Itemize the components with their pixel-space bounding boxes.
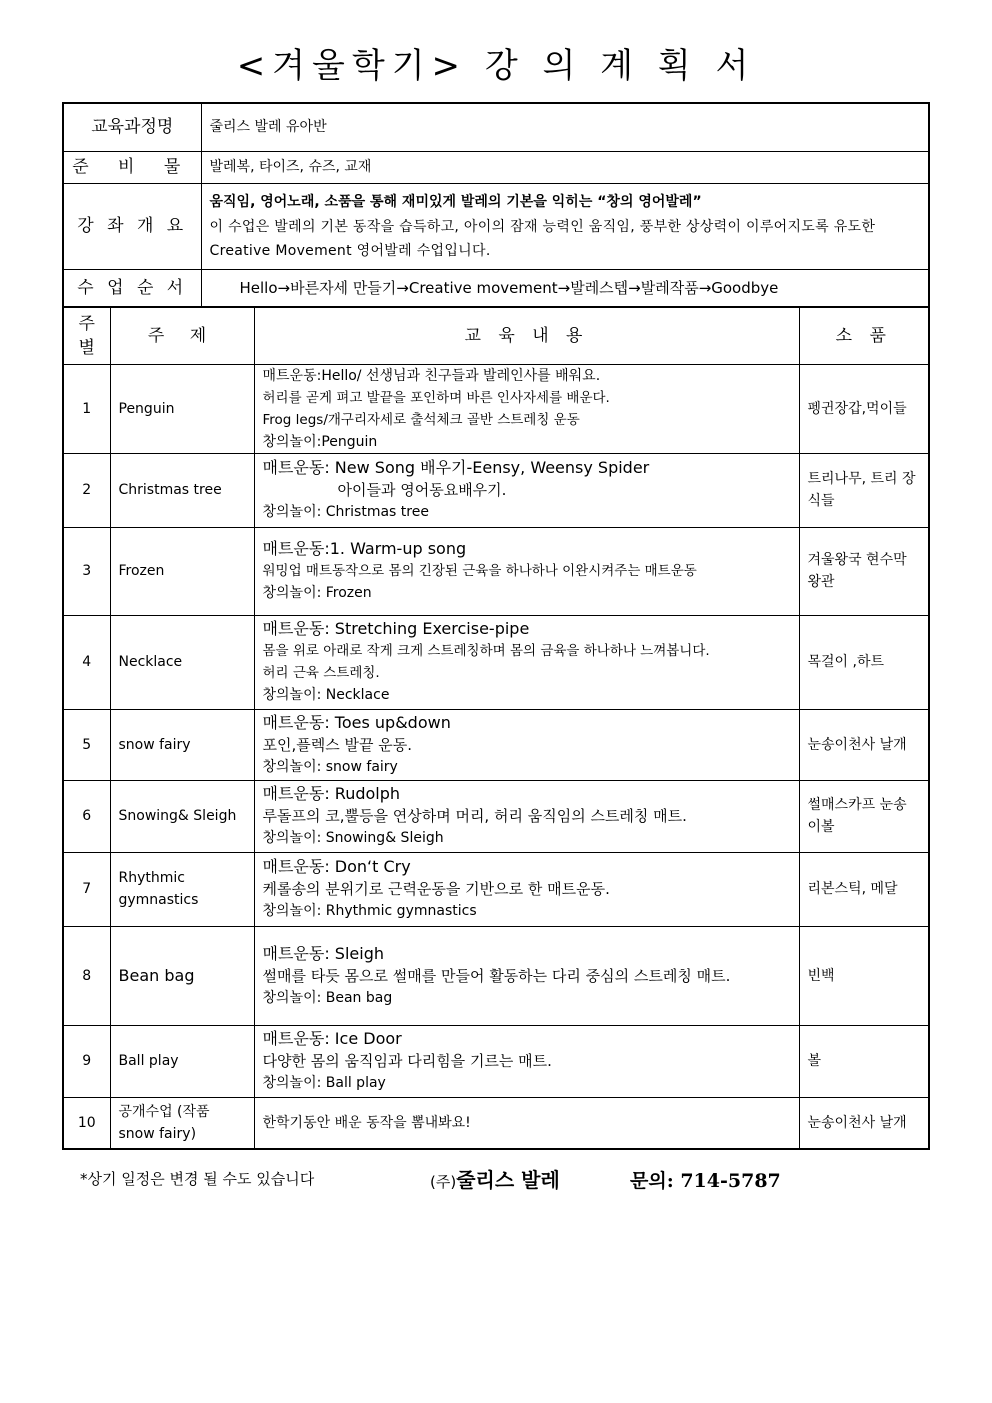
table-row [63,615,929,709]
topic-cell: snow fairy [110,709,254,780]
content-line: 창의놀이: Frozen [262,585,372,601]
week-number: 2 [63,453,110,527]
order-label: 수 업 순 서 [63,269,201,307]
schedule-table [62,306,930,1150]
week-number: 7 [63,852,110,926]
week-header-text: 주별 [78,313,95,358]
props-cell: 썰매스카프 눈송이볼 [799,780,929,852]
table-row [63,1025,929,1097]
table-row [63,852,929,926]
content-cell [254,615,799,709]
content-cell [254,926,799,1025]
content-cell [254,527,799,615]
content-line: 케롤송의 분위기로 근력운동을 기반으로 한 매트운동. [262,880,610,898]
props-cell: 트리나무, 트리 장식들 [799,453,929,527]
props-cell: 눈송이천사 날개 [799,1097,929,1149]
order-row [63,269,929,307]
week-number: 8 [63,926,110,1025]
content-line: 포인,플렉스 발끝 운동. [262,735,412,754]
topic-cell: Penguin [110,364,254,453]
course-row [63,103,929,151]
topic-cell: Necklace [110,615,254,709]
content-line: Frog legs/개구리자세로 출석체크 골반 스트레칭 운동 [262,411,580,428]
content-cell [254,364,799,453]
topic-cell: Ball play [110,1025,254,1097]
prep-value: 발레복, 타이즈, 슈즈, 교재 [201,151,929,183]
props-header: 소 품 [799,307,929,364]
content-line: 창의놀이: Necklace [262,687,390,703]
topic-cell: Snowing& Sleigh [110,780,254,852]
schedule-header [63,307,929,364]
topic-header: 주 제 [110,307,254,364]
table-row [63,453,929,527]
content-cell [254,780,799,852]
prep-label: 준 비 물 [63,151,201,183]
page-title: <겨울학기> 강 의 계 획 서 [236,46,756,86]
footer [80,1168,781,1192]
table-row [63,926,929,1025]
content-line: 창의놀이: Bean bag [262,989,393,1006]
content-line: 한학기동안 배운 동작을 뽐내봐요! [262,1114,471,1131]
content-line: 다양한 몸의 움직임과 다리힘을 기르는 매트. [262,1052,552,1070]
table-row [63,1097,929,1149]
content-line: 허리를 곧게 펴고 발끝을 포인하며 바른 인사자세를 배운다. [262,389,610,406]
content-cell [254,852,799,926]
content-line: 루돌프의 코,뿔등을 연상하며 머리, 허리 움직임의 스트레칭 매트. [262,807,687,825]
overview-value [201,183,929,269]
contact-info: 문의: 714-5787 [630,1170,781,1192]
content-line: 창의놀이: Rhythmic gymnastics [262,903,477,919]
info-table [62,102,930,308]
table-row [63,364,929,453]
props-cell: 빈백 [799,926,929,1025]
footer-note: *상기 일정은 변경 될 수도 있습니다 [80,1170,315,1188]
content-line: 창의놀이: Christmas tree [262,504,429,520]
content-line: 매트운동: Stretching Exercise-pipe [262,619,530,638]
content-cell [254,1025,799,1097]
content-line: 매트운동: Toes up&down [262,712,451,732]
props-cell: 펭귄장갑,먹이들 [799,364,929,453]
props-cell: 목걸이 ,하트 [799,615,929,709]
course-label: 교육과정명 [63,103,201,151]
props-cell: 볼 [799,1025,929,1097]
topic-cell: Frozen [110,527,254,615]
overview-bold: 움직임, 영어노래, 소품을 통해 재미있게 발레의 기본을 익히는 “창의 영어발레” [209,194,702,210]
prep-row [63,151,929,183]
content-line: 매트운동: Don‘t Cry [262,857,411,876]
content-line: 창의놀이: Snowing& Sleigh [262,830,444,846]
content-line: 매트운동:1. Warm-up song [262,539,467,558]
content-header: 교 육 내 용 [254,307,799,364]
content-cell [254,709,799,780]
week-number: 10 [63,1097,110,1149]
overview-label: 강 좌 개 요 [63,183,201,269]
content-line: 매트운동: Ice Door [262,1029,402,1048]
content-cell [254,1097,799,1149]
week-number: 4 [63,615,110,709]
content-line: 매트운동: Rudolph [262,784,401,803]
content-line: 창의놀이: Ball play [262,1075,386,1091]
overview-row [63,183,929,269]
content-line: 아이들과 영어동요배우기. [337,481,507,499]
props-cell: 겨울왕국 현수막 왕관 [799,527,929,615]
content-line: 썰매를 타듯 몸으로 썰매를 만들어 활동하는 다리 중심의 스트레칭 매트. [262,966,731,985]
topic-cell: 공개수업 (작품snow fairy) [110,1097,254,1149]
content-line: 매트운동:Hello/ 선생님과 친구들과 발레인사를 배워요. [262,367,601,384]
table-row [63,709,929,780]
company-name: (주)줄리스 발레 [430,1168,560,1192]
overview-text: 이 수업은 발레의 기본 동작을 습득하고, 아이의 잠재 능력인 움직임, 풍부한 상상력이 이루어지도록 유도한 Creative Movement 영어발레 수업입니다. [209,219,876,259]
props-cell: 눈송이천사 날개 [799,709,929,780]
props-cell: 리본스틱, 메달 [799,852,929,926]
topic-cell: Bean bag [110,926,254,1025]
week-number: 6 [63,780,110,852]
week-header [63,307,110,364]
content-line: 창의놀이: snow fairy [262,758,398,775]
topic-cell: Rhythmic gymnastics [110,852,254,926]
table-row [63,527,929,615]
content-line: 몸을 위로 아래로 작게 크게 스트레칭하며 몸의 금육을 하나하나 느껴봅니다. [262,643,710,659]
content-line: 허리 근육 스트레칭. [262,665,380,681]
content-line: 매트운동: Sleigh [262,943,384,963]
topic-cell: Christmas tree [110,453,254,527]
week-number: 9 [63,1025,110,1097]
order-value: Hello→바른자세 만들기→Creative movement→발레스텝→발레작품→Goodbye [201,269,929,307]
content-line: 매트운동: New Song 배우기-Eensy, Weensy Spider [262,458,650,477]
week-number: 3 [63,527,110,615]
table-row [63,780,929,852]
week-number: 1 [63,364,110,453]
course-value: 줄리스 발레 유아반 [201,103,929,151]
content-line: 워밍업 매트동작으로 몸의 긴장된 근육을 하나하나 이완시켜주는 매트운동 [262,563,697,579]
week-number: 5 [63,709,110,780]
content-cell [254,453,799,527]
content-line: 창의놀이:Penguin [262,433,378,450]
